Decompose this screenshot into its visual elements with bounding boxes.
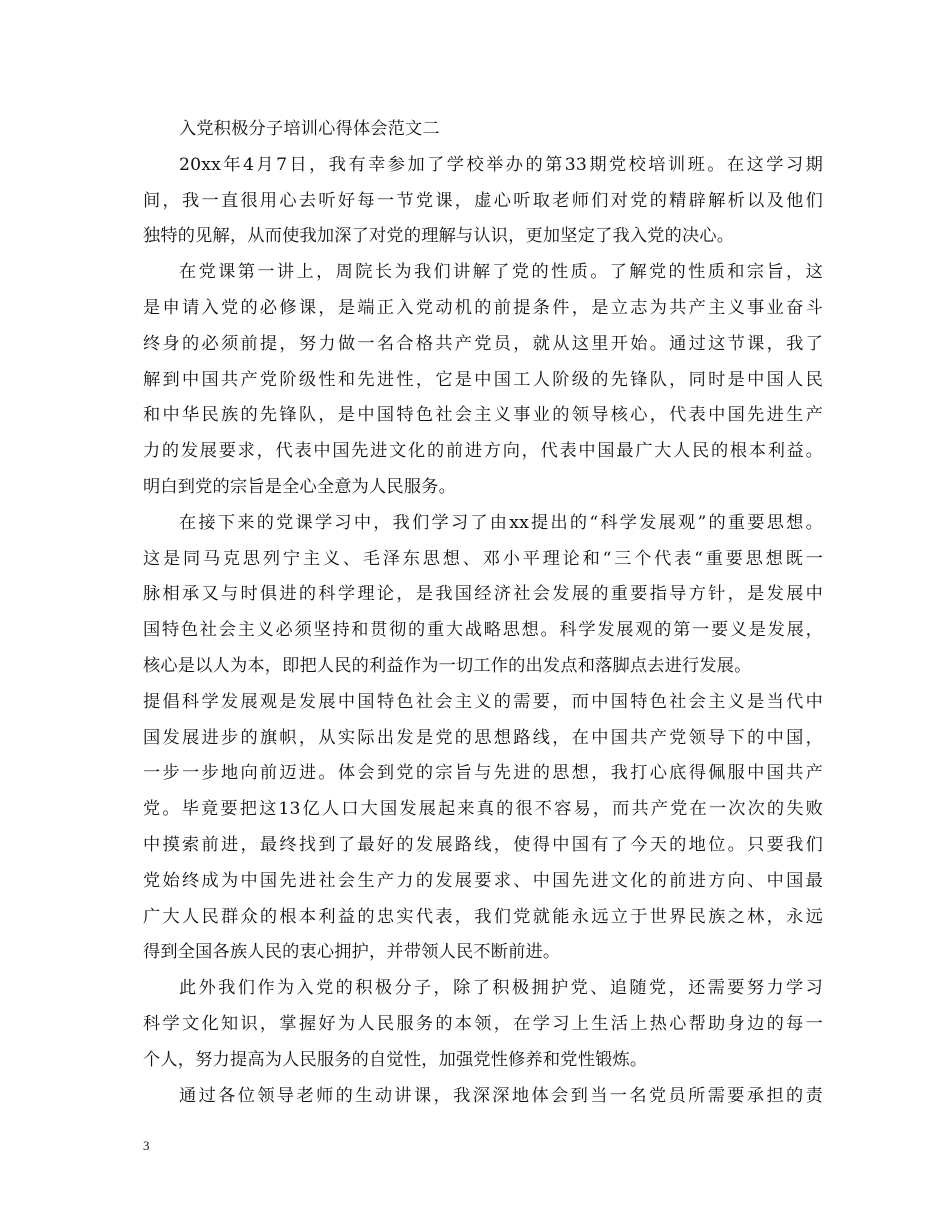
document-body xyxy=(143,112,823,1114)
text-line: 得到全国各族人民的衷心拥护，并带领人民不断前进。 xyxy=(143,942,561,963)
text-line: 在接下来的党课学习中，我们学习了由xx提出的“科学发展观”的重要思想。 xyxy=(179,512,823,533)
text-line: 脉相承又与时俱进的科学理论，是我国经济社会发展的重要指导方针，是发展中 xyxy=(143,584,823,605)
text-line: 在党课第一讲上，周院长为我们讲解了党的性质。了解党的性质和宗旨，这 xyxy=(179,262,823,283)
text-line: 力的发展要求，代表中国先进文化的前进方向，代表中国最广大人民的根本利益。 xyxy=(143,441,823,462)
text-line: 党始终成为中国先进社会生产力的发展要求、中国先进文化的前进方向、中国最 xyxy=(143,870,823,891)
text-line: 通过各位领导老师的生动讲课，我深深地体会到当一名党员所需要承担的责 xyxy=(179,1085,823,1106)
text-line: 国发展进步的旗帜，从实际出发是党的思想路线，在中国共产党领导下的中国， xyxy=(143,727,823,748)
document-title: 入党积极分子培训心得体会范文二 xyxy=(179,119,440,139)
text-line: 个人，努力提高为人民服务的自觉性，加强党性修养和党性锻炼。 xyxy=(143,1049,648,1070)
text-line: 间，我一直很用心去听好每一节党课，虚心听取老师们对党的精辟解析以及他们 xyxy=(143,190,823,211)
page-number: 3 xyxy=(143,1138,150,1153)
text-line: 解到中国共产党阶级性和先进性，它是中国工人阶级的先锋队，同时是中国人民 xyxy=(143,369,823,390)
text-line: 20xx年4月7日，我有幸参加了学校举办的第33期党校培训班。在这学习期 xyxy=(179,154,823,175)
text-line: 广大人民群众的根本利益的忠实代表，我们党就能永远立于世界民族之林，永远 xyxy=(143,906,823,927)
text-line: 此外我们作为入党的积极分子，除了积极拥护党、追随党，还需要努力学习 xyxy=(179,978,823,999)
text-line: 党。毕竟要把这13亿人口大国发展起来真的很不容易，而共产党在一次次的失败 xyxy=(143,799,823,820)
text-line: 中摸索前进，最终找到了最好的发展路线，使得中国有了今天的地位。只要我们 xyxy=(143,834,823,855)
text-line: 科学文化知识，掌握好为人民服务的本领，在学习上生活上热心帮助身边的每一 xyxy=(143,1013,823,1034)
text-line: 这是同马克思列宁主义、毛泽东思想、邓小平理论和“三个代表“重要思想既一 xyxy=(143,548,823,569)
text-line: 一步一步地向前迈进。体会到党的宗旨与先进的思想，我打心底得佩服中国共产 xyxy=(143,763,823,784)
text-line: 国特色社会主义必须坚持和贯彻的重大战略思想。科学发展观的第一要义是发展， xyxy=(143,620,823,641)
text-line: 明白到党的宗旨是全心全意为人民服务。 xyxy=(143,476,456,497)
text-line: 和中华民族的先锋队，是中国特色社会主义事业的领导核心，代表中国先进生产 xyxy=(143,405,823,426)
text-line: 核心是以人为本，即把人民的利益作为一切工作的出发点和落脚点去进行发展。 xyxy=(143,655,752,676)
text-line: 独特的见解，从而使我加深了对党的理解与认识，更加坚定了我入党的决心。 xyxy=(143,226,735,247)
text-line: 提倡科学发展观是发展中国特色社会主义的需要，而中国特色社会主义是当代中 xyxy=(143,691,823,712)
text-line: 终身的必须前提，努力做一名合格共产党员，就从这里开始。通过这节课，我了 xyxy=(143,333,823,354)
text-line: 是申请入党的必修课，是端正入党动机的前提条件，是立志为共产主义事业奋斗 xyxy=(143,297,823,318)
